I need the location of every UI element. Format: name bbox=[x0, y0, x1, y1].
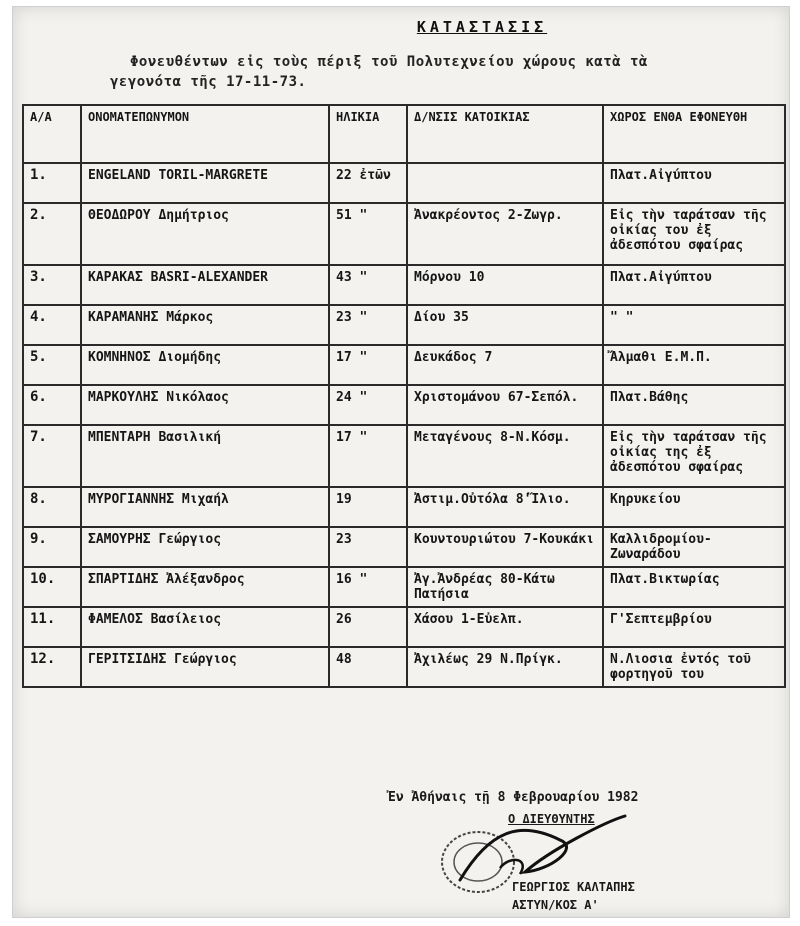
row-name: ΣΑΜΟΥΡΗΣ Γεώργιος bbox=[81, 527, 329, 567]
row-address: Ἀγ.Ἀνδρέας 80-Κάτω Πατήσια bbox=[407, 567, 603, 607]
row-address: Δίου 35 bbox=[407, 305, 603, 345]
row-age: 43 " bbox=[329, 265, 407, 305]
row-number: 9. bbox=[23, 527, 81, 567]
footer-role: Ο ΔΙΕΥΘΥΝΤΗΣ bbox=[508, 812, 595, 826]
row-number: 6. bbox=[23, 385, 81, 425]
row-age: 22 ἐτῶν bbox=[329, 163, 407, 203]
table-row bbox=[23, 305, 785, 345]
document-title: ΚΑΤΑΣΤΑΣΙΣ bbox=[416, 18, 548, 36]
table-row bbox=[23, 425, 785, 487]
row-place: Ἄλμαθι Ε.Μ.Π. bbox=[603, 345, 785, 385]
row-address: Χάσου 1-Εὐελπ. bbox=[407, 607, 603, 647]
table-row bbox=[23, 385, 785, 425]
row-address: Ἀστιμ.Οὐτόλα 8'Ἴλιο. bbox=[407, 487, 603, 527]
row-address: Ἀνακρέοντος 2-Ζωγρ. bbox=[407, 203, 603, 265]
table-row bbox=[23, 487, 785, 527]
row-name: ΜΠΕΝΤΑΡΗ Βασιλική bbox=[81, 425, 329, 487]
row-address: Μόρνου 10 bbox=[407, 265, 603, 305]
row-number: 2. bbox=[23, 203, 81, 265]
row-age: 17 " bbox=[329, 345, 407, 385]
row-name: ΘΕΟΔΩΡΟΥ Δημήτριος bbox=[81, 203, 329, 265]
row-place: Πλατ.Αἰγύπτου bbox=[603, 163, 785, 203]
row-name: ΚΑΡΑΚΑΣ BASRI-ALEXANDER bbox=[81, 265, 329, 305]
row-age: 16 " bbox=[329, 567, 407, 607]
row-address: Ἀχιλέως 29 Ν.Πρίγκ. bbox=[407, 647, 603, 687]
table-row bbox=[23, 567, 785, 607]
row-age: 23 " bbox=[329, 305, 407, 345]
row-age: 26 bbox=[329, 607, 407, 647]
row-name: ENGELAND TORIL-MARGRETE bbox=[81, 163, 329, 203]
row-place: Κηρυκείου bbox=[603, 487, 785, 527]
victims-table bbox=[22, 104, 786, 688]
footer-date: Ἐν Ἀθήναις τῇ 8 Φεβρουαρίου 1982 bbox=[388, 790, 639, 805]
row-number: 10. bbox=[23, 567, 81, 607]
header-number: Α/Α bbox=[23, 105, 81, 163]
table-row bbox=[23, 345, 785, 385]
row-number: 8. bbox=[23, 487, 81, 527]
table-row bbox=[23, 647, 785, 687]
row-place: Εἰς τὴν ταράτσαν τῆς οἰκίας της ἐξ ἀδεσπότου σφαίρας bbox=[603, 425, 785, 487]
row-place: Πλατ.Βάθης bbox=[603, 385, 785, 425]
row-address: Δευκάδος 7 bbox=[407, 345, 603, 385]
row-age: 24 " bbox=[329, 385, 407, 425]
row-age: 23 bbox=[329, 527, 407, 567]
row-name: ΣΠΑΡΤΙΔΗΣ Ἀλέξανδρος bbox=[81, 567, 329, 607]
row-place: Καλλιδρομίου-Ζωναράδου bbox=[603, 527, 785, 567]
row-name: ΜΥΡΟΓΙΑΝΝΗΣ Μιχαήλ bbox=[81, 487, 329, 527]
table-header-row bbox=[23, 105, 785, 163]
table-row bbox=[23, 163, 785, 203]
row-number: 12. bbox=[23, 647, 81, 687]
row-age: 17 " bbox=[329, 425, 407, 487]
footer-signatory-rank: ΑΣΤΥΝ/ΚΟΣ Α' bbox=[512, 898, 599, 912]
table-row bbox=[23, 203, 785, 265]
row-age: 48 bbox=[329, 647, 407, 687]
row-address: Μεταγένους 8-Ν.Κόσμ. bbox=[407, 425, 603, 487]
row-place: Γ'Σεπτεμβρίου bbox=[603, 607, 785, 647]
row-address bbox=[407, 163, 603, 203]
subtitle-line-2: γεγονότα τῆς 17-11-73. bbox=[110, 74, 307, 90]
row-place: " " bbox=[603, 305, 785, 345]
row-number: 1. bbox=[23, 163, 81, 203]
table-row bbox=[23, 527, 785, 567]
table-row bbox=[23, 607, 785, 647]
row-place: Πλατ.Βικτωρίας bbox=[603, 567, 785, 607]
row-address: Κουντουριώτου 7-Κουκάκι bbox=[407, 527, 603, 567]
row-number: 3. bbox=[23, 265, 81, 305]
row-name: ΚΑΡΑΜΑΝΗΣ Μάρκος bbox=[81, 305, 329, 345]
row-name: ΓΕΡΙΤΣΙΔΗΣ Γεώργιος bbox=[81, 647, 329, 687]
row-number: 4. bbox=[23, 305, 81, 345]
row-age: 19 bbox=[329, 487, 407, 527]
header-age: ΗΛΙΚΙΑ bbox=[329, 105, 407, 163]
row-age: 51 " bbox=[329, 203, 407, 265]
header-name: ΟΝΟΜΑΤΕΠΩΝΥΜΟΝ bbox=[81, 105, 329, 163]
header-place: ΧΩΡΟΣ ΕΝΘΑ ΕΦΟΝΕΥΘΗ bbox=[603, 105, 785, 163]
row-number: 7. bbox=[23, 425, 81, 487]
row-name: ΜΑΡΚΟΥΛΗΣ Νικόλαος bbox=[81, 385, 329, 425]
row-address: Χριστομάνου 67-Σεπόλ. bbox=[407, 385, 603, 425]
row-place: Εἰς τὴν ταράτσαν τῆς οἰκίας του ἐξ ἀδεσπότου σφαίρας bbox=[603, 203, 785, 265]
header-address: Δ/ΝΣΙΣ ΚΑΤΟΙΚΙΑΣ bbox=[407, 105, 603, 163]
row-name: ΚΟΜΝΗΝΟΣ Διομήδης bbox=[81, 345, 329, 385]
row-number: 5. bbox=[23, 345, 81, 385]
row-place: Ν.Λιοσια ἐντός τοῦ φορτηγοῦ του bbox=[603, 647, 785, 687]
subtitle-line-1: Φονευθέντων εἰς τοὺς πέριξ τοῦ Πολυτεχνείου χώρους κατὰ τὰ bbox=[130, 54, 648, 70]
row-number: 11. bbox=[23, 607, 81, 647]
row-name: ΦΑΜΕΛΟΣ Βασίλειος bbox=[81, 607, 329, 647]
footer-signatory-name: ΓΕΩΡΓΙΟΣ ΚΑΛΤΑΠΗΣ bbox=[512, 880, 635, 894]
document-subtitle bbox=[110, 52, 770, 92]
table-row bbox=[23, 265, 785, 305]
row-place: Πλατ.Αἰγύπτου bbox=[603, 265, 785, 305]
